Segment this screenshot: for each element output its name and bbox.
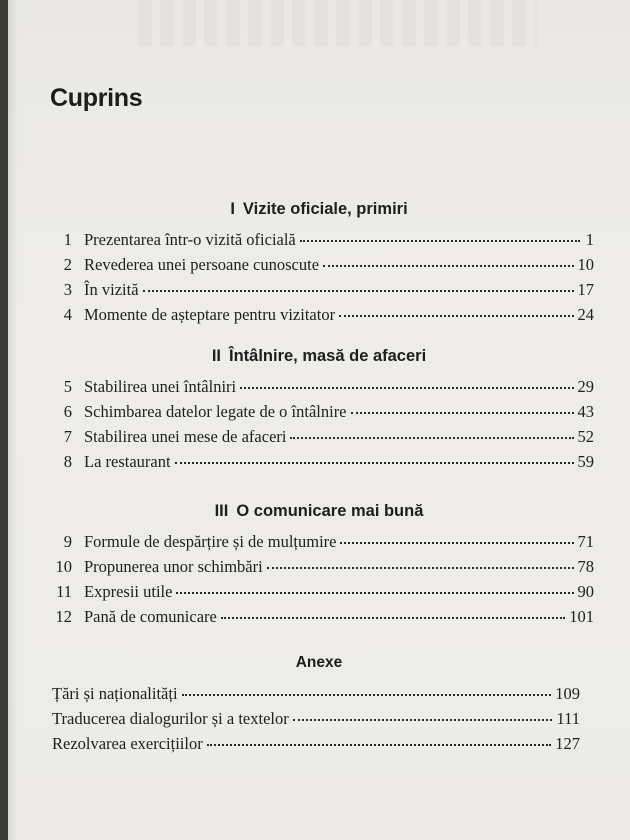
dot-leader	[267, 566, 574, 569]
section-title	[8, 347, 630, 366]
chapter-title: Momente de așteptare pentru vizitator	[84, 305, 336, 324]
page-number: 59	[577, 452, 594, 471]
section-number: II	[211, 347, 221, 365]
annex-entry[interactable]	[52, 684, 580, 706]
page-number: 101	[569, 607, 594, 626]
page-number: 17	[577, 280, 594, 299]
chapter-number: 9	[63, 532, 72, 551]
page-edge-shadow	[8, 0, 18, 840]
dot-leader	[351, 411, 574, 414]
page-number: 90	[577, 582, 594, 601]
dot-leader	[240, 386, 573, 389]
dot-leader	[290, 436, 573, 439]
toc-entry[interactable]	[48, 607, 594, 629]
book-page	[8, 0, 630, 840]
section-name: Vizite oficiale, primiri	[242, 200, 408, 218]
page-number: 24	[577, 305, 594, 324]
chapter-title: Propunerea unor schimbări	[84, 557, 263, 576]
annex-item-title: Țări și naționalități	[52, 684, 178, 703]
section-number: III	[214, 502, 229, 520]
page-number: 111	[556, 709, 580, 728]
chapter-title: Formule de despărțire și de mulțumire	[84, 532, 337, 551]
toc-entry[interactable]	[48, 230, 594, 252]
chapter-title: Schimbarea datelor legate de o întâlnire	[84, 402, 347, 421]
page-number: 78	[577, 557, 594, 576]
toc-entry[interactable]	[48, 402, 594, 424]
toc-entry[interactable]	[48, 377, 594, 399]
page-number: 109	[555, 684, 580, 703]
dot-leader	[293, 718, 553, 721]
chapter-title: Pană de comunicare	[84, 607, 217, 626]
annex-entry[interactable]	[52, 709, 580, 731]
page-number: 10	[577, 255, 594, 274]
toc-entry[interactable]	[48, 532, 594, 554]
section-name: Întâlnire, masă de afaceri	[228, 347, 427, 365]
toc-entry[interactable]	[48, 582, 594, 604]
toc-entry[interactable]	[48, 255, 594, 277]
toc-entry[interactable]	[48, 427, 594, 449]
chapter-number: 7	[63, 427, 72, 446]
dot-leader	[175, 461, 574, 464]
page-number: 43	[577, 402, 594, 421]
dot-leader	[176, 591, 573, 594]
annex-entry[interactable]	[52, 734, 580, 756]
section-title	[8, 200, 630, 219]
page-title: Cuprins	[50, 84, 143, 112]
chapter-number: 5	[63, 377, 72, 396]
dot-leader	[143, 289, 574, 292]
chapter-title: Prezentarea într-o vizită oficială	[84, 230, 296, 249]
chapter-number: 11	[56, 582, 72, 601]
page-number: 127	[555, 734, 580, 753]
chapter-title: La restaurant	[84, 452, 171, 471]
chapter-number: 2	[63, 255, 72, 274]
dot-leader	[182, 693, 552, 696]
chapter-title: Stabilirea unei întâlniri	[84, 377, 237, 396]
dot-leader	[340, 541, 573, 544]
dot-leader	[323, 264, 573, 267]
chapter-number: 8	[63, 452, 72, 471]
chapter-number: 12	[55, 607, 72, 626]
bleed-through-texture	[138, 0, 538, 46]
dot-leader	[221, 616, 565, 619]
section-title	[8, 502, 630, 521]
toc-entry[interactable]	[48, 305, 594, 327]
section-name: O comunicare mai bună	[236, 502, 424, 520]
toc-entry[interactable]	[48, 452, 594, 474]
chapter-number: 1	[63, 230, 72, 249]
toc-entry[interactable]	[48, 557, 594, 579]
chapter-title: Expresii utile	[84, 582, 173, 601]
page-number: 52	[577, 427, 594, 446]
dot-leader	[339, 314, 573, 317]
annex-item-title: Traducerea dialogurilor și a textelor	[52, 709, 289, 728]
chapter-title: Revederea unei persoane cunoscute	[84, 255, 320, 274]
dot-leader	[207, 743, 552, 746]
chapter-number: 6	[63, 402, 72, 421]
chapter-title: În vizită	[84, 280, 139, 299]
dot-leader	[300, 239, 580, 242]
chapter-title: Stabilirea unei mese de afaceri	[84, 427, 287, 446]
page-number: 29	[577, 377, 594, 396]
annex-title: Anexe	[295, 654, 343, 671]
chapter-number: 4	[63, 305, 72, 324]
chapter-number: 10	[55, 557, 72, 576]
toc-entry[interactable]	[48, 280, 594, 302]
page-number: 1	[585, 230, 594, 249]
chapter-number: 3	[63, 280, 72, 299]
section-number: I	[230, 200, 235, 218]
annex-item-title: Rezolvarea exercițiilor	[52, 734, 203, 753]
page-number: 71	[577, 532, 594, 551]
